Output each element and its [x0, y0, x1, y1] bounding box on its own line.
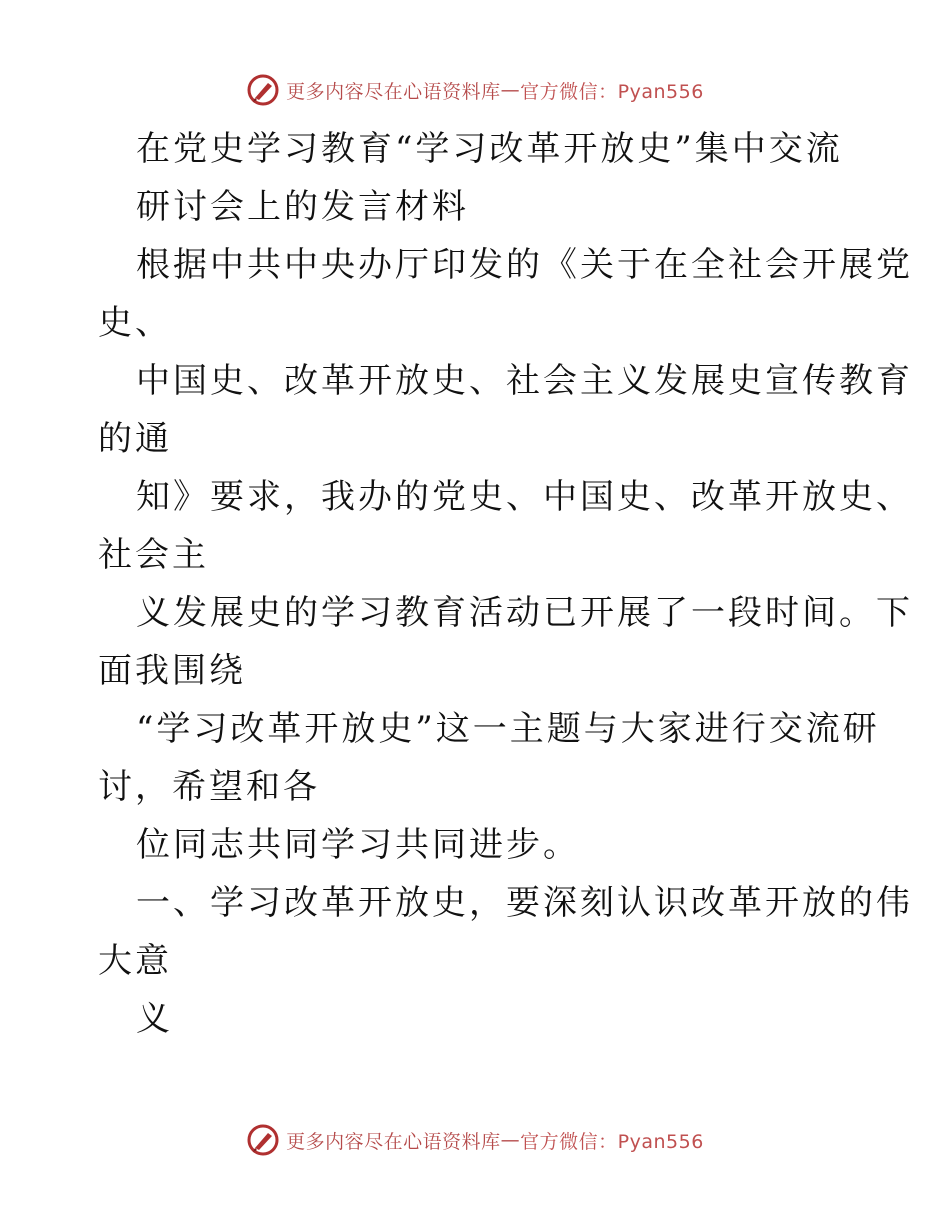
text-line: 知》要求，我办的党史、中国史、改革开放史、 — [136, 477, 913, 517]
banner-brand: 更多内容尽在心语资料库 — [286, 80, 501, 103]
banner-separator: — — [500, 1129, 521, 1151]
text-line: 一、学习改革开放史，要深刻认识改革开放的伟 — [136, 883, 913, 923]
text-line: 在党史学习教育“学习改革开放史”集中交流 — [136, 129, 843, 169]
text-line: 面我围绕 — [98, 651, 246, 691]
header-banner — [0, 70, 950, 110]
pen-logo-icon — [246, 73, 280, 107]
text-line: “学习改革开放史”这一主题与大家进行交流研 — [136, 709, 880, 749]
text-line: 讨，希望和各 — [98, 767, 320, 807]
text-line: 研讨会上的发言材料 — [136, 187, 469, 227]
text-line: 根据中共中央办厅印发的《关于在全社会开展党 — [136, 245, 913, 285]
banner-wechat: 官方微信：Pyan556 — [520, 1130, 704, 1153]
pen-logo-icon — [246, 1123, 280, 1157]
footer-banner — [0, 1120, 950, 1160]
text-line: 大意 — [98, 941, 172, 981]
text-line: 社会主 — [98, 535, 209, 575]
banner-brand: 更多内容尽在心语资料库 — [286, 1130, 501, 1153]
text-line: 的通 — [98, 419, 172, 459]
banner-wechat: 官方微信：Pyan556 — [520, 80, 704, 103]
banner-separator: — — [500, 79, 521, 101]
text-line: 义发展史的学习教育活动已开展了一段时间。下 — [136, 593, 913, 633]
document-body — [98, 120, 913, 1048]
text-line: 中国史、改革开放史、社会主义发展史宣传教育 — [136, 361, 913, 401]
text-line: 义 — [136, 999, 173, 1039]
text-line: 史、 — [98, 303, 172, 343]
text-line: 位同志共同学习共同进步。 — [136, 825, 580, 865]
